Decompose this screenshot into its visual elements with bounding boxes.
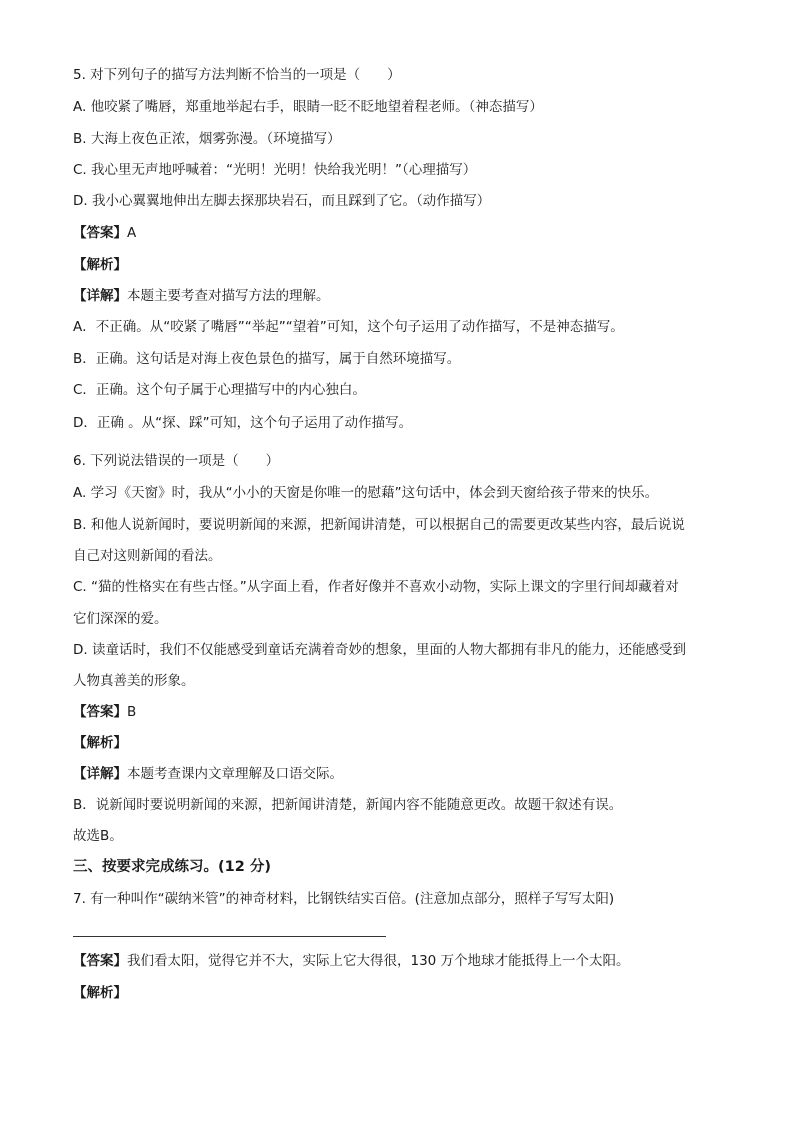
q5-option-c: C. 我心里无声地呼喊着：“光明！光明！快给我光明！”（心理描写） bbox=[73, 162, 477, 178]
answer-label: 【答案】 bbox=[73, 225, 127, 241]
detail-text: 本题主要考查对描写方法的理解。 bbox=[127, 288, 330, 304]
q5-explanation-a: A．不正确。从“咬紧了嘴唇”“举起”“望着”可知，这个句子运用了动作描写，不是神态描写。 bbox=[73, 319, 624, 335]
q5-answer bbox=[73, 224, 136, 242]
q7-stem: 7. 有一种叫作“碳纳米管”的神奇材料，比钢铁结实百倍。(注意加点部分，照样子写写太阳) bbox=[73, 891, 615, 907]
q5-detail bbox=[73, 287, 330, 305]
q7-answer bbox=[73, 952, 630, 970]
q5-analysis-label: 【解析】 bbox=[73, 257, 127, 273]
q5-explanation-b: B．正确。这句话是对海上夜色景色的描写，属于自然环境描写。 bbox=[73, 351, 461, 367]
q6-option-d-line1: D. 读童话时，我们不仅能感受到童话充满着奇妙的想象，里面的人物大都拥有非凡的能力，还能感受到 bbox=[73, 642, 686, 658]
q5-explanation-c: C．正确。这个句子属于心理描写中的内心独白。 bbox=[73, 382, 366, 398]
section-3-heading: 三、按要求完成练习。(12 分) bbox=[73, 859, 271, 875]
q5-stem: 5. 对下列句子的描写方法判断不恰当的一项是（ ） bbox=[73, 67, 401, 83]
answer-value: 我们看太阳，觉得它并不大，实际上它大得很，130 万个地球才能抵得上一个太阳。 bbox=[127, 953, 630, 969]
q5-option-d: D. 我小心翼翼地伸出左脚去探那块岩石，而且踩到了它。（动作描写） bbox=[73, 193, 491, 209]
q6-answer bbox=[73, 703, 136, 721]
q5-option-b: B. 大海上夜色正浓，烟雾弥漫。（环境描写） bbox=[73, 131, 341, 147]
answer-value: B bbox=[127, 704, 137, 720]
q6-option-a: A. 学习《天窗》时，我从“小小的天窗是你唯一的慰藉”这句话中，体会到天窗给孩子带来的快乐。 bbox=[73, 485, 659, 501]
q6-option-c-line2: 它们深深的爱。 bbox=[73, 611, 168, 627]
detail-label: 【详解】 bbox=[73, 766, 127, 782]
q6-option-c-line1: C. “猫的性格实在有些古怪。”从字面上看，作者好像并不喜欢小动物，实际上课文的字里行间却藏着对 bbox=[73, 579, 679, 595]
q6-option-b-line2: 自己对这则新闻的看法。 bbox=[73, 548, 222, 564]
q5-explanation-d: D．正确 。从“探、踩”可知，这个句子运用了动作描写。 bbox=[73, 415, 413, 431]
q5-option-a: A. 他咬紧了嘴唇，郑重地举起右手，眼睛一眨不眨地望着程老师。（神态描写） bbox=[73, 99, 543, 115]
q6-option-b-line1: B. 和他人说新闻时，要说明新闻的来源，把新闻讲清楚，可以根据自己的需要更改某些内容，最后说说 bbox=[73, 517, 685, 533]
answer-blank-line bbox=[73, 936, 386, 937]
q6-explanation-b: B．说新闻时要说明新闻的来源，把新闻讲清楚，新闻内容不能随意更改。故题干叙述有误。 bbox=[73, 797, 623, 813]
q6-stem: 6. 下列说法错误的一项是（ ） bbox=[73, 453, 280, 469]
q6-analysis-label: 【解析】 bbox=[73, 735, 127, 751]
answer-label: 【答案】 bbox=[73, 953, 127, 969]
detail-label: 【详解】 bbox=[73, 288, 127, 304]
answer-label: 【答案】 bbox=[73, 704, 127, 720]
answer-value: A bbox=[127, 225, 137, 241]
q6-detail bbox=[73, 765, 343, 783]
q6-conclusion: 故选B。 bbox=[73, 828, 123, 844]
q7-analysis-label: 【解析】 bbox=[73, 985, 127, 1001]
detail-text: 本题考查课内文章理解及口语交际。 bbox=[127, 766, 343, 782]
q6-option-d-line2: 人物真善美的形象。 bbox=[73, 673, 195, 689]
